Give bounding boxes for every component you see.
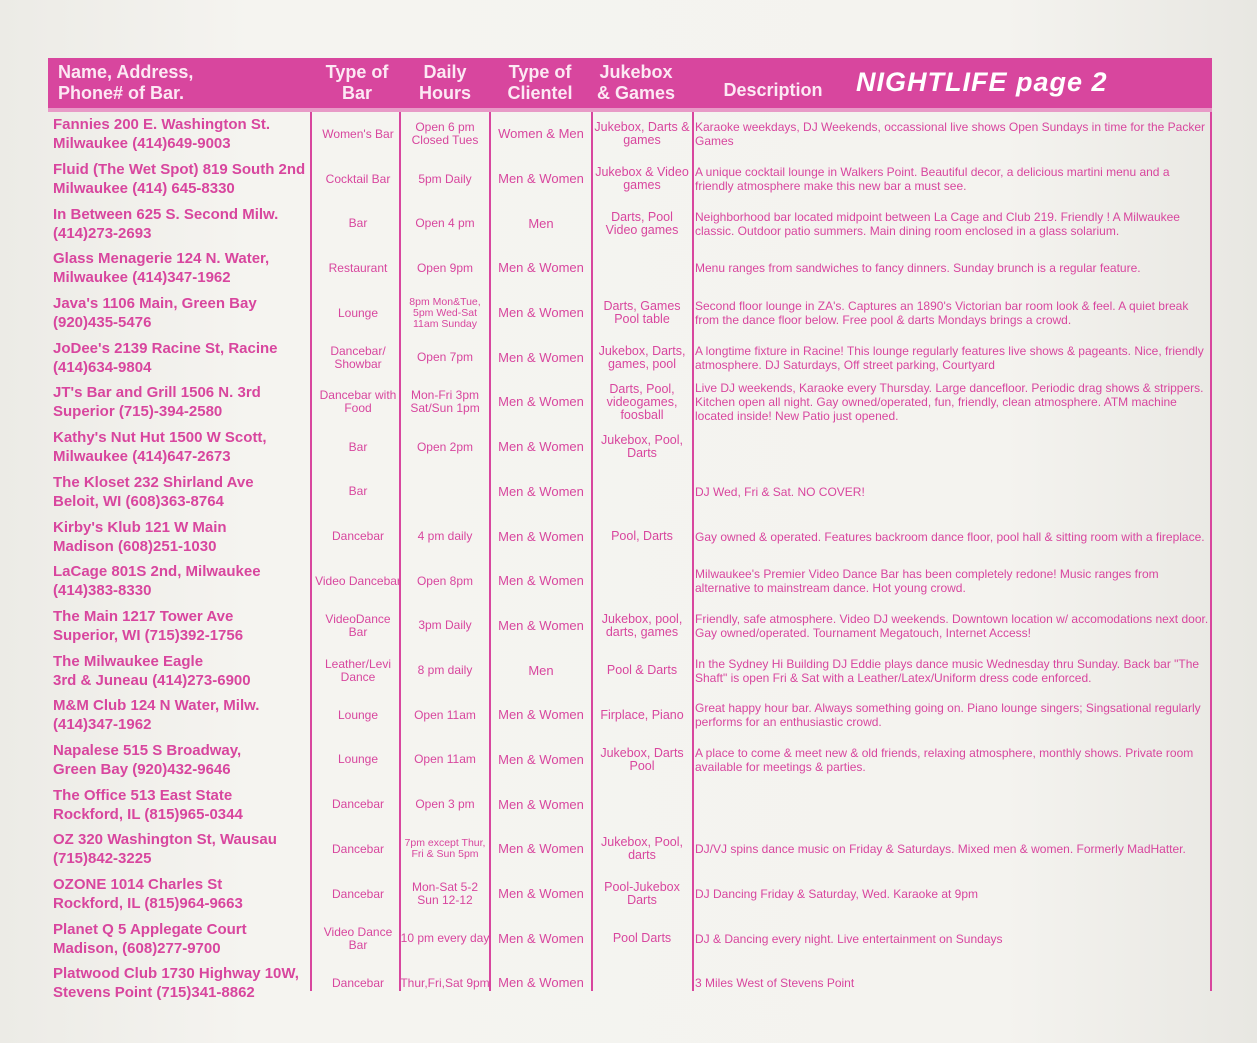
bar-jukebox-games xyxy=(594,246,690,291)
bar-jukebox-games: Pool & Darts xyxy=(606,663,678,678)
bar-clientel: Men & Women xyxy=(498,796,584,812)
bar-type: Dancebar/ Showbar xyxy=(330,343,386,371)
bar-description: DJ Wed, Fri & Sat. NO COVER! xyxy=(695,484,865,499)
bar-name-address xyxy=(48,648,310,693)
bar-address-phone-line: Milwaukee (414)347-1962 xyxy=(53,269,231,287)
bar-name-line: Glass Menagerie 124 N. Water, xyxy=(53,250,270,268)
bar-address-phone-line: Stevens Point (715)341-8862 xyxy=(53,984,255,1002)
bar-name-line: JoDee's 2139 Racine St, Racine xyxy=(53,339,278,357)
bar-type: Dancebar xyxy=(331,797,385,812)
bar-type: Video Dancebar xyxy=(315,573,401,588)
table-row xyxy=(48,470,1212,515)
bar-description: DJ/VJ spins dance music on Friday & Saturdays. Mixed men & women. Formerly MadHatter. xyxy=(695,842,1186,857)
bar-address-phone-line: Milwaukee (414)647-2673 xyxy=(53,448,231,466)
bar-description: A place to come & meet new & old friends, relaxing atmosphere, monthly shows. Private room available for meetings & parties. xyxy=(695,745,1194,774)
bar-clientel: Women & Men xyxy=(498,126,584,142)
bar-jukebox-games: Darts, Pool Video games xyxy=(605,209,679,237)
bar-clientel: Men & Women xyxy=(498,260,584,276)
bar-name-address xyxy=(48,470,310,515)
bar-clientel: Men & Women xyxy=(498,305,584,321)
bar-clientel: Men & Women xyxy=(498,930,584,946)
bar-hours: 4 pm daily xyxy=(417,529,473,544)
bar-address-phone-line: 3rd & Juneau (414)273-6900 xyxy=(53,671,251,689)
bar-description: Menu ranges from sandwiches to fancy dinners. Sunday brunch is a regular feature. xyxy=(695,261,1141,276)
bar-address-phone-line: (414)383-8330 xyxy=(53,582,152,600)
bar-name-address xyxy=(48,514,310,559)
table-row xyxy=(48,693,1212,738)
nightlife-page-badge: NIGHTLIFE page 2 xyxy=(856,67,1108,97)
bar-jukebox-games: Pool, Darts xyxy=(611,529,673,544)
table-row xyxy=(48,559,1212,604)
bar-name-address xyxy=(48,425,310,470)
bar-name-address xyxy=(48,112,310,157)
bar-hours: Mon-Fri 3pm Sat/Sun 1pm xyxy=(410,388,480,416)
bar-type: Bar xyxy=(348,484,368,499)
bar-name-line: The Kloset 232 Shirland Ave xyxy=(53,473,254,491)
bar-clientel: Men & Women xyxy=(498,394,584,410)
table-row xyxy=(48,738,1212,783)
bar-jukebox-games xyxy=(594,782,690,827)
bar-name-line: In Between 625 S. Second Milw. xyxy=(53,205,279,223)
bar-address-phone-line: (414)634-9804 xyxy=(53,358,152,376)
bar-type: Dancebar xyxy=(331,886,385,901)
bar-hours: Open 8pm xyxy=(416,573,474,588)
bar-hours: Open 2pm xyxy=(416,439,474,454)
bar-description: Friendly, safe atmosphere. Video DJ weekends. Downtown location w/ accomodations next door. Gay owned/operated. Tournament Megatouch, Internet Access! xyxy=(695,611,1209,640)
bar-hours: Thur,Fri,Sat 9pm xyxy=(400,975,490,990)
table-row xyxy=(48,291,1212,336)
bar-name-line: Kathy's Nut Hut 1500 W Scott, xyxy=(53,429,267,447)
bar-jukebox-games xyxy=(594,559,690,604)
bar-type: Leather/Levi Dance xyxy=(324,656,392,684)
bar-name-address xyxy=(48,604,310,649)
bar-hours: 8 pm daily xyxy=(417,663,473,678)
bar-hours: Open 11am xyxy=(414,707,476,722)
bar-hours: Open 7pm xyxy=(416,350,474,365)
bar-address-phone-line: (920)435-5476 xyxy=(53,314,152,332)
bar-description xyxy=(695,782,1212,827)
bar-name-address xyxy=(48,335,310,380)
bar-type: Dancebar xyxy=(331,975,385,990)
header-jukebox-games: Jukebox & Games xyxy=(596,62,676,103)
bar-description: Second floor lounge in ZA's. Captures an 1890's Victorian bar room look & feel. A quiet break from the dance floor below. Free pool & darts Mondays brings a crowd. xyxy=(695,299,1189,328)
table-row xyxy=(48,514,1212,559)
bar-type: Lounge xyxy=(337,752,379,767)
bar-clientel: Men & Women xyxy=(498,975,584,991)
table-header xyxy=(48,58,1212,108)
bar-jukebox-games: Jukebox, Pool, Darts xyxy=(601,433,683,461)
bar-name-line: The Milwaukee Eagle xyxy=(53,652,204,670)
bar-jukebox-games: Firplace, Piano xyxy=(600,707,684,722)
bar-type: VideoDance Bar xyxy=(325,611,391,639)
bar-clientel: Men & Women xyxy=(498,349,584,365)
bar-description: Neighborhood bar located midpoint between La Cage and Club 219. Friendly ! A Milwaukee classic. Outdoor patio summers. Main dining room enclosed in a glass solarium. xyxy=(695,209,1180,238)
bar-clientel: Men & Women xyxy=(498,439,584,455)
bar-description xyxy=(695,425,1212,470)
bar-type: Women's Bar xyxy=(322,126,394,141)
bar-hours: 10 pm every day xyxy=(400,931,490,946)
bar-name-address xyxy=(48,961,310,1006)
bar-name-line: Kirby's Klub 121 W Main xyxy=(53,518,227,536)
table-row xyxy=(48,916,1212,961)
bar-address-phone-line: (414)273-2693 xyxy=(53,224,152,242)
table-row xyxy=(48,872,1212,917)
bar-description: 3 Miles West of Stevens Point xyxy=(695,976,855,991)
bar-name-address xyxy=(48,380,310,425)
bar-type: Cocktail Bar xyxy=(325,171,391,186)
bar-jukebox-games: Darts, Pool, videogames, foosball xyxy=(606,381,678,422)
bar-name-line: Java's 1106 Main, Green Bay xyxy=(53,295,257,313)
bar-name-line: The Office 513 East State xyxy=(53,786,233,804)
bar-address-phone-line: Madison, (608)277-9700 xyxy=(53,939,221,957)
bar-jukebox-games xyxy=(594,961,690,1006)
bar-hours: 7pm except Thur, Fri & Sun 5pm xyxy=(404,837,486,861)
bar-jukebox-games: Pool-Jukebox Darts xyxy=(604,880,680,908)
bar-description: In the Sydney Hi Building DJ Eddie plays dance music Wednesday thru Sunday. Back bar "The Shaft" is open Fri & Sat with a Leather/Latex/Uniform dress code enforced. xyxy=(695,656,1200,685)
bar-hours: Open 9pm xyxy=(416,260,474,275)
table-row xyxy=(48,827,1212,872)
bar-name-line: Fannies 200 E. Washington St. xyxy=(53,116,270,134)
table-row xyxy=(48,246,1212,291)
table-row xyxy=(48,425,1212,470)
bar-hours: 3pm Daily xyxy=(418,618,472,633)
bar-jukebox-games xyxy=(594,470,690,515)
bar-type: Bar xyxy=(348,439,368,454)
bar-clientel: Men xyxy=(528,662,554,678)
bar-name-address xyxy=(48,157,310,202)
bar-jukebox-games: Jukebox & Video games xyxy=(595,165,689,193)
bar-type: Lounge xyxy=(337,305,379,320)
bar-name-address xyxy=(48,738,310,783)
table-row xyxy=(48,112,1212,157)
bar-address-phone-line: Superior (715)-394-2580 xyxy=(53,403,223,421)
bar-jukebox-games: Darts, Games Pool table xyxy=(603,299,681,327)
bar-name-line: The Main 1217 Tower Ave xyxy=(53,607,234,625)
bar-hours xyxy=(400,470,490,515)
bar-name-line: OZONE 1014 Charles St xyxy=(53,876,223,894)
table-row xyxy=(48,380,1212,425)
bar-description: Live DJ weekends, Karaoke every Thursday. Large dancefloor. Periodic drag shows & strippers. Kitchen open all night. Gay owned/operated, fun, friendly, clean atmosphere. ATM machine located inside! New Patio just opened. xyxy=(695,381,1204,424)
bar-name-address xyxy=(48,872,310,917)
bar-address-phone-line: Rockford, IL (815)965-0344 xyxy=(53,805,243,823)
bar-description: Milwaukee's Premier Video Dance Bar has been completely redone! Music ranges from alternative to mainstream dance. Hot young crowd. xyxy=(695,567,1159,596)
bar-clientel: Men & Women xyxy=(498,841,584,857)
bar-jukebox-games: Jukebox, pool, darts, games xyxy=(601,611,683,639)
bar-description: DJ & Dancing every night. Live entertainment on Sundays xyxy=(695,931,1003,946)
bar-name-address xyxy=(48,246,310,291)
bar-clientel: Men & Women xyxy=(498,483,584,499)
bar-name-line: Planet Q 5 Applegate Court xyxy=(53,920,247,938)
bar-name-address xyxy=(48,782,310,827)
header-description: Description xyxy=(723,79,823,100)
bar-address-phone-line: Madison (608)251-1030 xyxy=(53,537,217,555)
bar-type: Dancebar xyxy=(331,841,385,856)
bar-clientel: Men & Women xyxy=(498,886,584,902)
bar-name-line: Napalese 515 S Broadway, xyxy=(53,741,242,759)
bar-description: A longtime fixture in Racine! This lounge regularly features live shows & pageants. Nice, friendly atmosphere. DJ Saturdays, Off street parking, Courtyard xyxy=(695,343,1204,372)
bar-address-phone-line: (715)842-3225 xyxy=(53,850,152,868)
bar-jukebox-games: Jukebox, Pool, darts xyxy=(601,835,683,863)
bar-clientel: Men xyxy=(528,215,554,231)
bar-name-address xyxy=(48,693,310,738)
bar-description: Great happy hour bar. Always something going on. Piano lounge singers; Singsational regularly performs for an enthusiastic crowd. xyxy=(695,701,1201,730)
bar-hours: Open 6 pm Closed Tues xyxy=(411,120,479,148)
bar-type: Dancebar xyxy=(331,529,385,544)
bar-type: Restaurant xyxy=(328,260,388,275)
bar-clientel: Men & Women xyxy=(498,707,584,723)
table-body xyxy=(48,112,1212,1006)
bar-hours: 8pm Mon&Tue, 5pm Wed-Sat 11am Sunday xyxy=(409,295,481,330)
bar-name-line: JT's Bar and Grill 1506 N. 3rd xyxy=(53,384,261,402)
bar-hours: Open 11am xyxy=(414,752,476,767)
bar-hours: Open 3 pm xyxy=(415,797,475,812)
table-row xyxy=(48,648,1212,693)
bar-type: Lounge xyxy=(337,707,379,722)
bar-address-phone-line: (414)347-1962 xyxy=(53,716,152,734)
nightlife-table xyxy=(48,58,1212,1002)
table-row xyxy=(48,782,1212,827)
bar-address-phone-line: Beloit, WI (608)363-8764 xyxy=(53,492,224,510)
bar-name-line: M&M Club 124 N Water, Milw. xyxy=(53,697,260,715)
bar-address-phone-line: Milwaukee (414)649-9003 xyxy=(53,135,231,153)
bar-name-address xyxy=(48,916,310,961)
bar-address-phone-line: Rockford, IL (815)964-9663 xyxy=(53,895,243,913)
header-name-address: Name, Address, Phone# of Bar. xyxy=(58,62,194,103)
bar-hours: 5pm Daily xyxy=(418,171,472,186)
bar-address-phone-line: Green Bay (920)432-9646 xyxy=(53,760,231,778)
bar-address-phone-line: Superior, WI (715)392-1756 xyxy=(53,626,244,644)
table-row xyxy=(48,961,1212,1006)
bar-name-line: Platwood Club 1730 Highway 10W, xyxy=(53,965,299,983)
bar-name-line: LaCage 801S 2nd, Milwaukee xyxy=(53,563,261,581)
bar-jukebox-games: Pool Darts xyxy=(612,931,672,946)
bar-clientel: Men & Women xyxy=(498,573,584,589)
table-row xyxy=(48,201,1212,246)
bar-name-address xyxy=(48,827,310,872)
bar-clientel: Men & Women xyxy=(498,617,584,633)
bar-name-line: Fluid (The Wet Spot) 819 South 2nd xyxy=(53,161,306,179)
header-type-of-bar: Type of Bar xyxy=(325,62,389,103)
bar-clientel: Men & Women xyxy=(498,171,584,187)
table-row xyxy=(48,604,1212,649)
bar-clientel: Men & Women xyxy=(498,528,584,544)
bar-address-phone-line: Milwaukee (414) 645-8330 xyxy=(53,180,235,198)
header-clientel: Type of Clientel xyxy=(507,62,573,103)
bar-jukebox-games: Jukebox, Darts, games, pool xyxy=(598,343,686,371)
bar-type: Video Dance Bar xyxy=(323,924,393,952)
bar-name-address xyxy=(48,201,310,246)
bar-description: DJ Dancing Friday & Saturday, Wed. Karaoke at 9pm xyxy=(695,887,979,902)
bar-clientel: Men & Women xyxy=(498,751,584,767)
bar-type: Bar xyxy=(348,216,368,231)
bar-hours: Mon-Sat 5-2 Sun 12-12 xyxy=(411,880,479,908)
bar-jukebox-games: Jukebox, Darts & games xyxy=(594,120,690,148)
bar-description: A unique cocktail lounge in Walkers Point. Beautiful decor, a delicious martini menu and a friendly atmosphere make this new bar a must see. xyxy=(695,165,1170,194)
bar-jukebox-games: Jukebox, Darts Pool xyxy=(600,745,684,773)
bar-name-address xyxy=(48,559,310,604)
bar-name-line: OZ 320 Washington St, Wausau xyxy=(53,831,277,849)
bar-description: Gay owned & operated. Features backroom dance floor, pool hall & sitting room with a fireplace. xyxy=(695,529,1205,544)
bar-description: Karaoke weekdays, DJ Weekends, occassional live shows Open Sundays in time for the Packer Games xyxy=(695,120,1206,149)
bar-name-address xyxy=(48,291,310,336)
table-row xyxy=(48,335,1212,380)
table-row xyxy=(48,157,1212,202)
bar-hours: Open 4 pm xyxy=(415,216,475,231)
header-daily-hours: Daily Hours xyxy=(418,62,471,103)
bar-type: Dancebar with Food xyxy=(319,388,397,416)
